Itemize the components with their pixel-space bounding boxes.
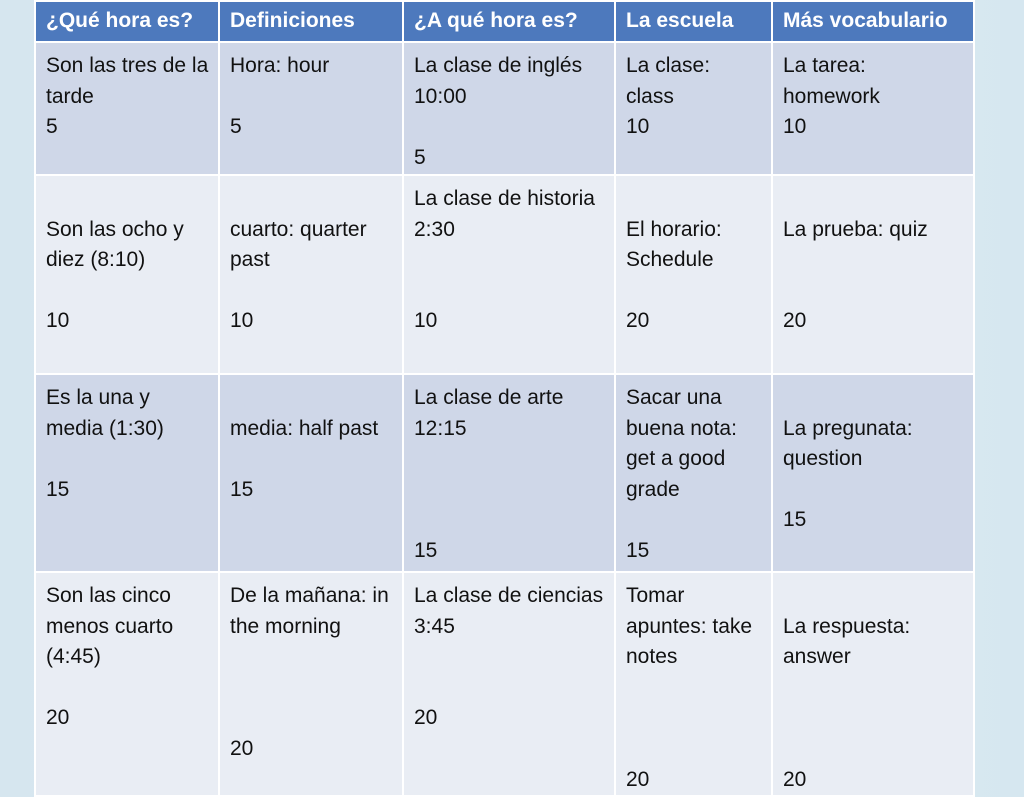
table-cell[interactable] bbox=[403, 374, 615, 572]
table-cell[interactable] bbox=[35, 175, 219, 374]
table-row bbox=[35, 175, 974, 374]
cell-text: Son las ocho y diez (8:10) 10 bbox=[46, 217, 184, 333]
cell-text: media: half past 15 bbox=[230, 416, 379, 501]
cell-text: cuarto: quarter past 10 bbox=[230, 217, 367, 333]
cell-text: La clase de historia 2:30 10 bbox=[414, 187, 595, 333]
category-header[interactable]: ¿A qué hora es? bbox=[403, 1, 615, 42]
table-row bbox=[35, 572, 974, 796]
cell-text: Son las cinco menos cuarto (4:45) 20 bbox=[46, 584, 174, 730]
cell-text: La respuesta: answer 20 bbox=[783, 614, 911, 791]
cell-text: La pregunata: question 15 bbox=[783, 416, 913, 532]
cell-text: La clase: class 10 bbox=[626, 54, 711, 139]
table-cell[interactable] bbox=[219, 572, 403, 796]
cell-text: Sacar una buena nota: get a good grade 15 bbox=[626, 386, 737, 562]
category-header[interactable]: La escuela bbox=[615, 1, 772, 42]
table-cell[interactable] bbox=[615, 572, 772, 796]
table-cell[interactable] bbox=[403, 42, 615, 175]
cell-text: De la mañana: in the morning 20 bbox=[230, 584, 389, 760]
table-cell[interactable] bbox=[772, 374, 974, 572]
cell-text: La tarea: homework 10 bbox=[783, 54, 880, 139]
jeopardy-table bbox=[34, 0, 975, 797]
table-cell[interactable] bbox=[403, 175, 615, 374]
category-header[interactable]: ¿Qué hora es? bbox=[35, 1, 219, 42]
cell-text: La prueba: quiz 20 bbox=[783, 217, 928, 333]
jeopardy-board bbox=[34, 0, 973, 791]
table-cell[interactable] bbox=[403, 572, 615, 796]
table-row bbox=[35, 42, 974, 175]
category-header[interactable]: Más vocabulario bbox=[772, 1, 974, 42]
table-cell[interactable] bbox=[35, 42, 219, 175]
table-cell[interactable] bbox=[615, 374, 772, 572]
cell-text: La clase de ciencias 3:45 20 bbox=[414, 584, 604, 730]
table-cell[interactable] bbox=[772, 572, 974, 796]
table-cell[interactable] bbox=[219, 374, 403, 572]
cell-text: Son las tres de la tarde 5 bbox=[46, 54, 209, 139]
cell-text: Hora: hour 5 bbox=[230, 54, 330, 139]
table-cell[interactable] bbox=[35, 572, 219, 796]
category-header[interactable]: Definiciones bbox=[219, 1, 403, 42]
table-cell[interactable] bbox=[615, 42, 772, 175]
cell-text: La clase de inglés 10:00 5 bbox=[414, 54, 583, 169]
table-cell[interactable] bbox=[219, 175, 403, 374]
table-cell[interactable] bbox=[219, 42, 403, 175]
header-row bbox=[35, 1, 974, 42]
cell-text: La clase de arte 12:15 15 bbox=[414, 386, 564, 562]
table-cell[interactable] bbox=[615, 175, 772, 374]
table-row bbox=[35, 374, 974, 572]
table-cell[interactable] bbox=[35, 374, 219, 572]
cell-text: Es la una y media (1:30) 15 bbox=[46, 386, 164, 501]
table-cell[interactable] bbox=[772, 175, 974, 374]
cell-text: Tomar apuntes: take notes 20 bbox=[626, 584, 753, 791]
cell-text: El horario: Schedule 20 bbox=[626, 217, 722, 333]
table-cell[interactable] bbox=[772, 42, 974, 175]
